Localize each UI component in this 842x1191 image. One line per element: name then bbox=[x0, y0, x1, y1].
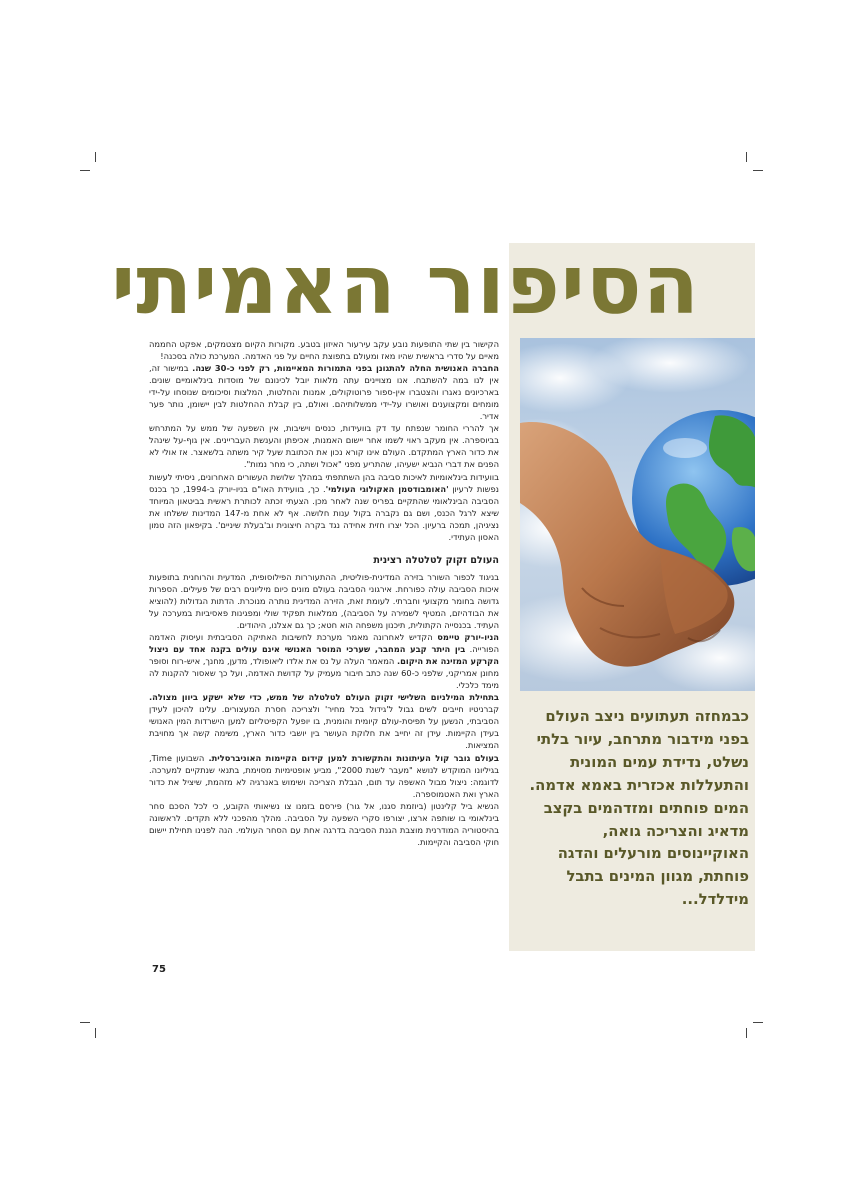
paragraph: הקישור בין שתי התופעות נובע עקב עירעור האיזון בטבע. מקורות הקיום מצטמקים, אפקט החממה מאיים על סדרי בראשית שהיו מאז ומעולם בתפוצת החיים על פני האדמה. המערכת כולה בסכנה! bbox=[149, 339, 499, 362]
crop-mark bbox=[80, 1022, 90, 1023]
emphasis: בין היתר קבע המחבר, שערכי המוסר האנושי אינם עולים בקנה אחד עם ניצול הקרקע המזינה את היקום. bbox=[149, 644, 499, 667]
pull-quote: כבמחזה תעתועים ניצב העולם בפני מידבור מתרחב, עיור בלתי נשלט, נדידת עמים המונית והתעללות אכזרית באמא אדמה. המים פוחתים ומזדהמים בקצב מדאיג והצריכה גואה, האוקיינוסים מורעלים והדגה פוחתת, מגוון המינים בתבל מידלדל... bbox=[529, 708, 749, 909]
article-body bbox=[149, 338, 499, 848]
emphasis: הניו-יורק טיימס bbox=[437, 632, 499, 643]
emphasis: בעולם גובר קול העיתונות והתקשורת למען קידום הקיימות האוניברסלית. bbox=[208, 752, 499, 763]
paragraph bbox=[149, 362, 499, 422]
paragraph: אך להררי החומר שנפתח עד דק בוועידות, כנסים וישיבות, אין השפעה של ממש על המתרחש בביוספרה. אין מעקב ראוי לשמו אחר יישום האמנות, אכיפתן והענשת העבריינים. אין גוף-על שינהל את כדור הארץ המתקדם. העולם אינו קורא נכון את הכתובת שעל קיר משתה בלשאצר. אז אולי לא הפנים את דברי הנביא ישעיהו, שהתריע מפני "אכול ושתה, כי מחר נמות". bbox=[149, 423, 499, 470]
page-title: הסיפור האמיתי bbox=[111, 238, 700, 333]
paragraph bbox=[149, 471, 499, 543]
crop-mark bbox=[746, 152, 747, 162]
crop-mark bbox=[95, 1028, 96, 1038]
hands-holding-globe-photo bbox=[520, 338, 755, 691]
emphasis: בתחילת המילניום השלישי זקוק העולם לטלטלה של ממש, כדי שלא ישקע ביוון מצולה. bbox=[149, 692, 499, 703]
crop-mark bbox=[753, 170, 763, 171]
paragraph bbox=[149, 691, 499, 751]
crop-mark bbox=[80, 170, 90, 171]
paragraph-text: קברניטיו חייבים לשים גבול ל'גידול בכל מחיר' ולצריכה חסרת המעצורים. עלינו להיכון לעידן הסביבתי, הנשען על תפיסת-עולם קיומית והומנית, בו יופעל הקפיטליזם למען הישרדות המין האנושי בעידן הקיימות. עידן זה יחייב את חלוקת העושר בין יושבי כדור הארץ, משימה קשה אך מחויבת המציאות. bbox=[149, 704, 499, 751]
paragraph bbox=[149, 631, 499, 691]
paragraph-text: הקדיש לאחרונה מאמר מערכת לחשיבות האתיקה הסביבתית ועיסוק האדמה הפורייה. bbox=[149, 632, 499, 655]
paragraph-text: בוועידות בינלאומיות לאיכות סביבה בהן השתתפתי במהלך שלושת העשורים האחרונים, ניסיתי לעשות נפשות לרעיון bbox=[149, 471, 499, 494]
crop-mark bbox=[746, 1028, 747, 1038]
paragraph-text: במישור זה, אין לנו במה להשתבח. אנו מצויינים עתה מלאות יובל לכינונם של מוסדות בינלאומיים שונים. בארכיונים נאגרו והצטברו אין-ספור פרוטוקולים, אמנות והחלטות, המלצות וסיכומים שנוסחו על-ידי מומחים ומקצוענים ואושרו על-ידי ממשלותיהם. ואולם, בין קבלת ההחלטות לבין יישומן, נותר פער אדיר. bbox=[149, 363, 499, 422]
paragraph-text: השבועון Time, בגיליונו המוקדש לנושא "מעבר לשנת 2000", מביע אופטימיות מסוימת, בתנאי שנתקיים למערכה. לדוגמה: ניצול מבול האשפה עד תום, הגבלת הצריכה ושימוש באנרגיה לא מזהמת, שיציל את כדור הארץ ואת האטמוספרה. bbox=[149, 752, 500, 799]
paragraph: הנשיא ביל קלינטון (ביוזמת סגנו, אל גור) פירסם בזמנו צו נשיאותי הקובע, כי לכל הסכם סחר בינלאומי בו שותפה ארצו, יצורפו סקרי השפעה על הסביבה. מהלך מהפכני ללא תקדים. לראשונה בהיסטוריה המודרנית מוצבת הגנת הסביבה בדרגה אחת עם הסחר העולמי. הנה לפנינו תחילת יישום חוקי הסביבה והקיימות. bbox=[149, 800, 499, 847]
lead-sentence: החברה האנושית החלה להתגונן בפני התמורות המאיימות, רק לפני כ-30 שנה. bbox=[192, 363, 499, 374]
crop-mark bbox=[95, 152, 96, 162]
paragraph: בניגוד לכפור השורר בזירה המדינית-פוליטית, ההתעוררות הפילוסופית, המדעית והרוחנית בתופעות איכות הסביבה עולה כפורחת. אירגוני הסביבה בעולם מונים כיום מיליונים רבים של פעילים. הספרות גדושה בחומר מקצועי וחברתי. לעומת זאת, הזירה המדינית נותרה מנוכרת. הדתות הגדולות (להוציא את הבודהיזם, המטיף לשמירה על הסביבה), ממלאות תפקיד שולי ומפגינות פאסיביות במערכה על העתיד. בכנסייה הקתולית, תיכנון משפחה הוא חטא; כך גם אצלנו, היהודים. bbox=[149, 571, 499, 630]
paragraph-text: . כך, בוועידת האו"ם בניו-יורק ב-1994, כך בכנס הסביבה הבינלאומי שהתקיים בפריס שנה לאחר מכן. הצעתי זכתה לכותרת ראשית בביטאון המיוחד שיצא לרגל הכנס, ושם גם נקברה בקול ענות חלושה. אף לא אחת מ-147 המדינות ששלחו את נציגיהן, תמכה ברעיון. הכל יצרו חזית אחידה נגד בקרה חיצונית וב'בעלת שיניים'. בקיפאון הזה טמון האסון העתידי. bbox=[149, 483, 499, 542]
crop-mark bbox=[753, 1022, 763, 1023]
paragraph bbox=[149, 752, 499, 800]
emphasis: 'האומבודסמן האקולוגי העולמי' bbox=[325, 483, 449, 494]
paragraph-text: המאמר העלה על נס את אלדו ליאופולד, מדען, מחנך, איש-רוח וסופר מחונן אמריקני, שלפני כ-60 שנה כתב חיבור מעמיק על קדושת האדמה, ועל כך שאסור להקנות לה מימד כלכלי. bbox=[149, 656, 499, 691]
globe-icon bbox=[520, 338, 755, 691]
section-heading: העולם זקוק לטלטלה רצינית bbox=[373, 554, 499, 566]
page-number: 75 bbox=[152, 964, 166, 975]
